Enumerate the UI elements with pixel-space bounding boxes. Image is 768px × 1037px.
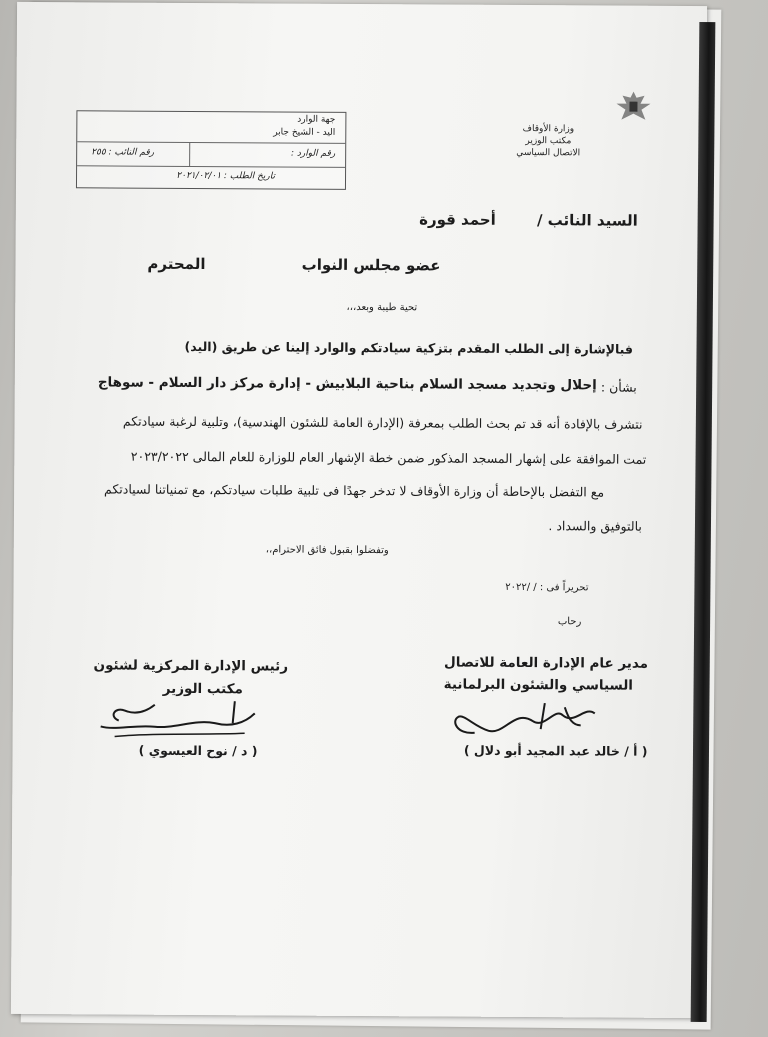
left-signatory-title-1: رئيس الإدارة المركزية لشئون <box>93 657 289 675</box>
greeting: تحية طيبة وبعد،،، <box>346 301 418 314</box>
department-name: الاتصال السياسي <box>516 147 581 159</box>
ministry-eagle-emblem-icon <box>610 90 656 124</box>
body-line-3: نتشرف بالإفادة أنه قد تم بحث الطلب بمعرفة (الإدارة العامة للشئون الهندسية)، وتلبية لرغبة سيادتكم <box>122 413 643 432</box>
addressee-honorific: المحترم <box>147 254 206 274</box>
incoming-info-box <box>76 110 346 190</box>
initials: رحاب <box>557 616 582 628</box>
right-signatory-name: ( أ / خالد عبد المجيد أبو دلال ) <box>463 742 648 759</box>
addressee-position: عضو مجلس النواب <box>301 255 441 275</box>
office-name: مكتب الوزير <box>525 136 572 147</box>
subject-label: بشأن : <box>600 379 637 395</box>
addressee-name: أحمد قورة <box>419 210 496 229</box>
left-signatory-name: ( د / نوح العيسوي ) <box>138 742 258 759</box>
body-line-1: فبالإشارة إلى الطلب المقدم بتزكية سيادتكم والوارد إلينا عن طريق (اليد) <box>184 338 634 357</box>
source-value: اليد - الشيخ جابر <box>273 127 336 138</box>
closing: وتفضلوا بقبول فائق الاحترام،، <box>265 544 389 557</box>
source-label: جهة الوارد <box>297 114 336 125</box>
body-line-4: تمت الموافقة على إشهار المسجد المذكور ضمن خطة الإشهار العام للوزارة للعام المالى ٢٠٢٣/٢٠٢٢ <box>130 448 647 467</box>
incoming-number-label: رقم الوارد : <box>291 148 336 159</box>
date-line: تحريراً فى : / /٢٠٢٢ <box>505 581 589 594</box>
right-signature-scrawl-icon <box>445 695 605 744</box>
right-signatory-title-2: السياسي والشئون البرلمانية <box>443 676 633 694</box>
subject-text: إحلال وتجديد مسجد السلام بناحية البلابيش - إدارة مركز دار السلام - سوهاج <box>97 374 597 394</box>
body-line-6: بالتوفيق والسداد . <box>548 518 642 534</box>
letterhead <box>516 123 580 159</box>
addressee-title: السيد النائب / <box>536 211 638 230</box>
left-signature-scrawl-icon <box>95 692 265 745</box>
deputy-number: رقم النائب : ٢٥٥ <box>91 147 155 158</box>
left-signatory-title-2: مكتب الوزير <box>162 680 243 698</box>
body-line-5: مع التفضل بالإحاطة أن وزارة الأوقاف لا تدخر جهدًا فى تلبية طلبات سيادتكم، مع تمنياتنا لسيادتكم <box>104 481 605 500</box>
ministry-name: وزارة الأوقاف <box>522 123 575 135</box>
right-signatory-title-1: مدير عام الإدارة العامة للاتصال <box>444 654 649 672</box>
letter-paper <box>11 2 707 1018</box>
request-date: تاريخ الطلب : ٢٠٢١/٠٢/٠١ <box>176 170 276 182</box>
